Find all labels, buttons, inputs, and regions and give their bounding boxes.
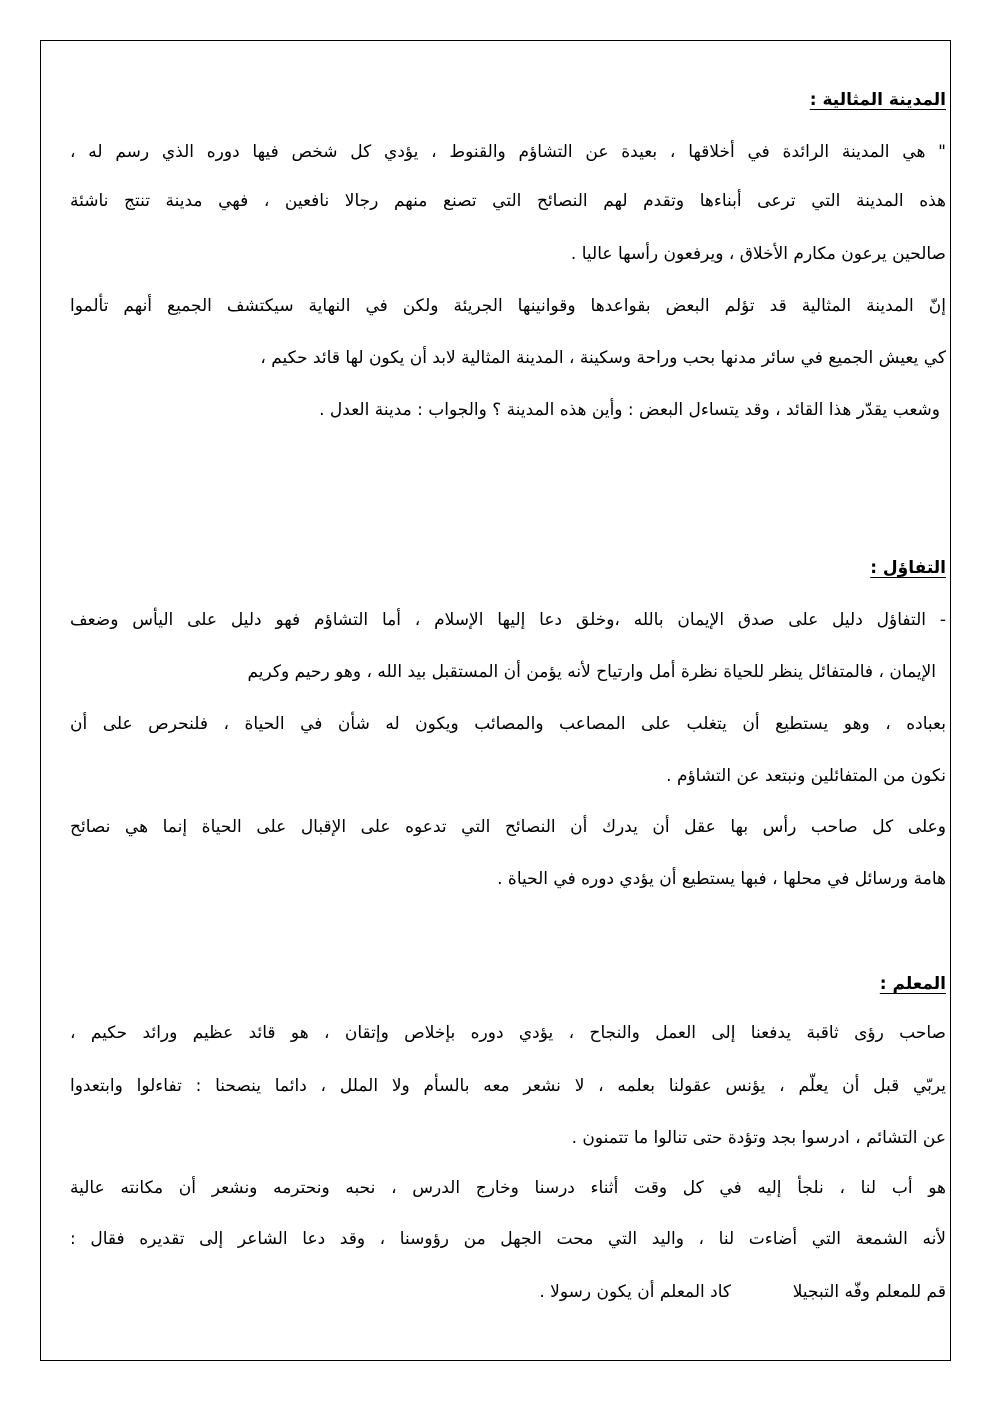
section-title-optimism: التفاؤل : <box>870 558 946 578</box>
paragraph-line: إنّ المدينة المثالية قد تؤلم البعض بقواعدها وقوانينها الجريئة ولكن في النهاية سيكتشف الجميع أنهم تألموا <box>70 296 946 316</box>
poem-second-hemistich: كاد المعلم أن يكون رسولا . <box>539 1282 731 1302</box>
paragraph-line: وعلى كل صاحب رأس بها عقل أن يدرك أن النصائح التي تدعوه على الإقبال على الحياة إنما هي نصائح <box>70 817 946 837</box>
paragraph-line: نكون من المتفائلين ونبتعد عن التشاؤم . <box>666 766 946 786</box>
paragraph-line: كي يعيش الجميع في سائر مدنها بحب وراحة وسكينة ، المدينة المثالية لابد أن يكون لها قائد حكيم ، <box>260 348 946 368</box>
paragraph-line: عن التشائم ، ادرسوا بجد وتؤدة حتى تنالوا ما تتمنون . <box>571 1128 946 1148</box>
poem-first-hemistich: قم للمعلم وفّه التبجيلا <box>792 1282 946 1302</box>
paragraph-line: هامة ورسائل في محلها ، فبها يستطيع أن يؤدي دوره في الحياة . <box>497 869 946 889</box>
paragraph-line: صالحين يرعون مكارم الأخلاق ، ويرفعون رأسها عاليا . <box>570 244 946 264</box>
paragraph-line: - التفاؤل دليل على صدق الإيمان بالله ،وخلق دعا إليها الإسلام ، أما التشاؤم فهو دليل على اليأس وضعف <box>70 610 946 630</box>
paragraph-line: الإيمان ، فالمتفائل ينظر للحياة نظرة أمل وارتياح لأنه يؤمن أن المستقبل بيد الله ، وهو رحيم وكريم <box>247 662 936 682</box>
paragraph-line: هذه المدينة التي ترعى أبناءها وتقدم لهم النصائح التي تصنع منهم رجالا نافعين ، فهي مدينة تنتج ناشئة <box>70 191 946 211</box>
paragraph-line: " هي المدينة الرائدة في أخلاقها ، بعيدة عن التشاؤم والقنوط ، يؤدي كل شخص فيها دوره الذي رسم له ، <box>70 142 946 162</box>
section-title-ideal-city: المدينة المثالية : <box>809 90 946 110</box>
page-border <box>40 40 951 1361</box>
paragraph-line: صاحب رؤى ثاقبة يدفعنا إلى العمل والنجاح ، يؤدي دوره بإخلاص وإتقان ، هو قائد عظيم ورائد حكيم ، <box>70 1023 946 1043</box>
paragraph-line: هو أب لنا ، نلجأ إليه في كل وقت أثناء درسنا وخارج الدرس ، نحبه ونحترمه ونشعر أن مكانته عالية <box>70 1178 946 1198</box>
paragraph-line: وشعب يقدّر هذا القائد ، وقد يتساءل البعض : وأين هذه المدينة ؟ والجواب : مدينة العدل . <box>319 400 940 420</box>
paragraph-line: يربّي قبل أن يعلّم ، يؤنس عقولنا بعلمه ، لا نشعر معه بالسأم ولا الملل ، دائما ينصحنا : تفاءلوا وابتعدوا <box>70 1076 946 1096</box>
section-title-teacher: المعلم : <box>879 974 946 994</box>
paragraph-line: بعباده ، وهو يستطيع أن يتغلب على المصاعب والمصائب ويكون له شأن في الحياة ، فلنحرص على أن <box>70 714 946 734</box>
paragraph-line: لأنه الشمعة التي أضاءت لنا ، واليد التي محت الجهل من رؤوسنا ، وقد دعا الشاعر إلى تقديره فقال : <box>70 1229 946 1249</box>
